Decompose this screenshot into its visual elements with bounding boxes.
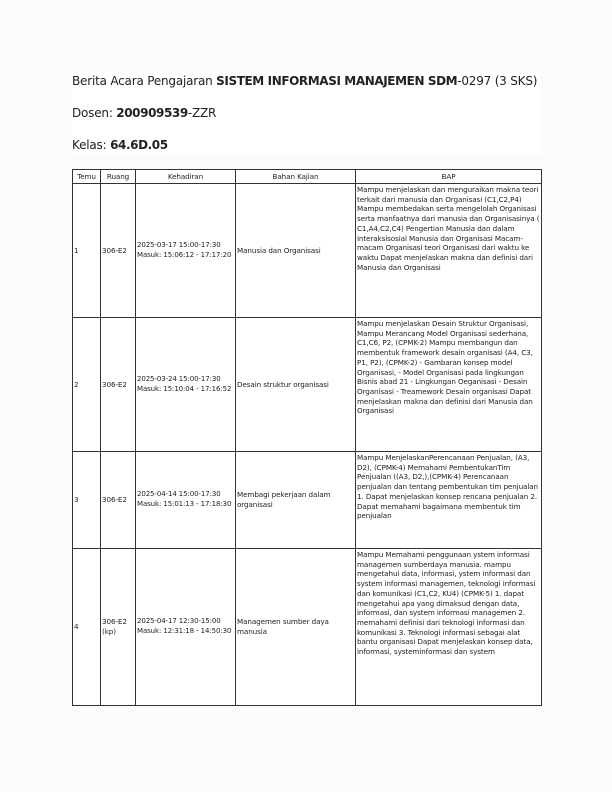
col-header-bahan-kajian: Bahan Kajian [236,170,356,184]
document-title [72,74,537,88]
cell-temu: 3 [73,452,101,549]
cell-bap: Mampu menjelaskan dan menguraikan makna teori terkait dari manusia dan Organisasi (C1,C2,P4) Mampu membedakan serta mengelolah Organisasi serta manfaatnya dari manusia dan Organisasinya ( C1,A4,C2,C4) Pengertian Manusia dan dalam interaksisosial Manusia dan Organisasi Macam-macam Organisasi teori Organisasi dari waktu ke waktu Dapat menjelaskan makna dan definisi dari Manusia dan Organisasi [356,184,542,318]
cell-bahan-kajian: Desain struktur organisasi [236,318,356,452]
cell-bap: Mampu Memahami penggunaan ystem informasi managemen sumberdaya manusia. mampu mengetahui data, informasi, ystem informasi dan system informasi managemen, teknologi informasi dan komunikasi (C1,C2, KU4) (CPMK-5) 1. dapat mengetahui apa yang dimaksud dengan data, informasi, dan system informasi managemen 2. memahami definisi dari teknologi informasi dan komunikasi 3. Teknologi informasi sebagai alat bantu organisasi Dapat menjelaskan konsep data, informasi, systeminformasi dan system [356,549,542,706]
dosen-code: -ZZR [187,106,217,120]
kehadiran-masuk: Masuk: 12:31:18 - 14:50:30 [137,627,232,635]
col-header-bap: BAP [356,170,542,184]
table-row [73,549,542,706]
course-code: -0297 (3 SKS) [457,74,538,88]
kehadiran-masuk: Masuk: 15:10:04 - 17:16:52 [137,384,232,393]
kehadiran-schedule: 2025-03-24 15:00-17:30 [137,374,221,383]
cell-ruang: 306-E2 (kp) [101,549,136,706]
cell-kehadiran [136,184,236,318]
cell-bahan-kajian: Membagi pekerjaan dalam organisasi [236,452,356,549]
cell-bap: Mampu MenjelaskanPerencanaan Penjualan, (A3, D2), (CPMK-4) Memahami PembentukanTim Penjualan ((A3, D2,),(CPMK-4) Perencanaan penjualan dan tentang pembentukan tim penjualan 1. Dapat menjelaskan konsep rencana penjualan 2. Dapat memahami bagaimana membentuk tim penjualan [356,452,542,549]
kehadiran-schedule: 2025-03-17 15:00-17:30 [137,240,221,249]
dosen-id: 200909539 [116,106,188,120]
table-row [73,452,542,549]
bap-table [72,169,542,706]
dosen-label: Dosen: [72,106,117,120]
table-row [73,184,542,318]
cell-ruang: 306-E2 [101,184,136,318]
kehadiran-schedule: 2025-04-17 12:30-15:00 [137,617,221,626]
cell-ruang: 306-E2 [101,318,136,452]
course-name: SISTEM INFORMASI MANAJEMEN SDM [216,74,458,88]
cell-temu: 2 [73,318,101,452]
kelas-label: Kelas: [72,138,111,152]
cell-kehadiran [136,318,236,452]
table-header-row [73,170,542,184]
kelas-value: 64.6D.05 [110,138,168,152]
cell-bap: Mampu menjelaskan Desain Struktur Organisasi, Mampu Merancang Model Organisasi sederhana, C1,C6, P2, (CPMK-2) Mampu membangun dan membentuk framework desain organisasi (A4, C3, P1, P2), (CPMK-2) - Gambaran konsep model Organisasi, - Model Organisasi pada lingkungan Bisnis abad 21 - Lingkungan Oeganisasi - Desain Organisasi - Treamework Desain organisasi Dapat menjelaskan makna dan definisi dari Manusia dan Organisasi [356,318,542,452]
dosen-line [72,106,216,120]
cell-temu: 4 [73,549,101,706]
cell-bahan-kajian: Manusia dan Organisasi [236,184,356,318]
cell-temu: 1 [73,184,101,318]
col-header-kehadiran: Kehadiran [136,170,236,184]
col-header-temu: Temu [73,170,101,184]
title-prefix: Berita Acara Pengajaran [72,74,217,88]
cell-kehadiran [136,452,236,549]
cell-kehadiran [136,549,236,706]
cell-ruang: 306-E2 [101,452,136,549]
kehadiran-masuk: Masuk: 15:01:13 - 17:18:30 [137,500,232,508]
kelas-line [72,138,168,152]
kehadiran-masuk: Masuk: 15:06:12 - 17:17:20 [137,250,232,259]
document-header [72,71,541,155]
cell-bahan-kajian: Managemen sumber daya manusia [236,549,356,706]
col-header-ruang: Ruang [101,170,136,184]
kehadiran-schedule: 2025-04-14 15:00-17:30 [137,490,221,499]
table-row [73,318,542,452]
